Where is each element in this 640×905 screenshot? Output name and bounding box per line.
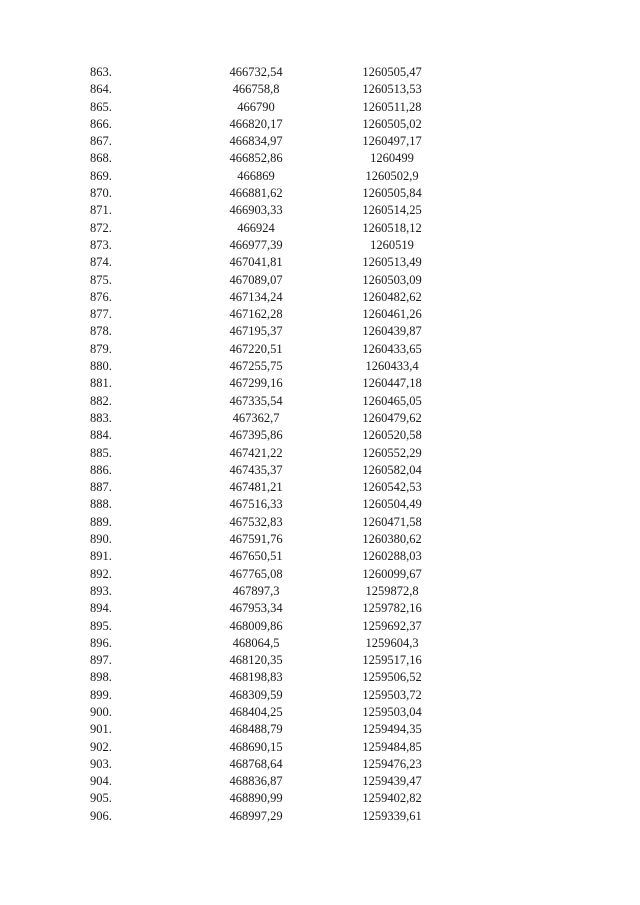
x-coordinate-cell: 467195,37 [229, 324, 283, 339]
table-row [90, 81, 462, 98]
y-coordinate-cell: 1259872,8 [365, 583, 419, 598]
point-number-cell: 875. [90, 272, 112, 287]
y-coordinate-cell: 1260479,62 [362, 410, 422, 425]
point-number-cell: 888. [90, 497, 112, 512]
table-row [90, 272, 462, 289]
point-number-cell: 891. [90, 549, 112, 564]
y-coordinate-cell: 1260514,25 [362, 203, 422, 218]
y-coordinate-cell: 1260511,28 [362, 99, 422, 114]
x-coordinate-cell: 468768,64 [229, 756, 283, 771]
table-row [90, 220, 462, 237]
table-row [90, 704, 462, 721]
table-row [90, 133, 462, 150]
y-coordinate-cell: 1260447,18 [362, 376, 422, 391]
y-coordinate-cell: 1260433,4 [365, 359, 419, 374]
x-coordinate-cell: 468120,35 [229, 653, 283, 668]
y-coordinate-cell: 1260499 [370, 151, 414, 166]
table-row [90, 427, 462, 444]
x-coordinate-cell: 467162,28 [229, 307, 283, 322]
x-coordinate-cell: 467532,83 [229, 514, 283, 529]
table-row [90, 652, 462, 669]
coordinates-table [90, 64, 462, 825]
x-coordinate-cell: 466820,17 [229, 116, 283, 131]
y-coordinate-cell: 1260471,58 [362, 514, 422, 529]
point-number-cell: 889. [90, 514, 112, 529]
x-coordinate-cell: 468009,86 [229, 618, 283, 633]
table-row [90, 635, 462, 652]
point-number-cell: 896. [90, 635, 112, 650]
point-number-cell: 867. [90, 134, 112, 149]
table-row [90, 237, 462, 254]
point-number-cell: 887. [90, 480, 112, 495]
point-number-cell: 871. [90, 203, 112, 218]
table-row [90, 479, 462, 496]
x-coordinate-cell: 467591,76 [229, 532, 283, 547]
point-number-cell: 874. [90, 255, 112, 270]
table-row [90, 548, 462, 565]
point-number-cell: 892. [90, 566, 112, 581]
point-number-cell: 866. [90, 116, 112, 131]
x-coordinate-cell: 467299,16 [229, 376, 283, 391]
y-coordinate-cell: 1260461,26 [362, 307, 422, 322]
table-row [90, 289, 462, 306]
y-coordinate-cell: 1259476,23 [362, 756, 422, 771]
y-coordinate-cell: 1259782,16 [362, 601, 422, 616]
x-coordinate-cell: 467395,86 [229, 428, 283, 443]
x-coordinate-cell: 467134,24 [229, 289, 283, 304]
point-number-cell: 898. [90, 670, 112, 685]
y-coordinate-cell: 1260380,62 [362, 532, 422, 547]
table-row [90, 64, 462, 81]
point-number-cell: 895. [90, 618, 112, 633]
table-row [90, 254, 462, 271]
x-coordinate-cell: 468198,83 [229, 670, 283, 685]
point-number-cell: 906. [90, 808, 112, 823]
y-coordinate-cell: 1259503,04 [362, 704, 422, 719]
table-row [90, 808, 462, 825]
x-coordinate-cell: 467897,3 [232, 583, 280, 598]
y-coordinate-cell: 1260497,17 [362, 134, 422, 149]
point-number-cell: 901. [90, 722, 112, 737]
y-coordinate-cell: 1260505,47 [362, 65, 422, 79]
y-coordinate-cell: 1259692,37 [362, 618, 422, 633]
point-number-cell: 870. [90, 186, 112, 201]
x-coordinate-cell: 468064,5 [232, 635, 280, 650]
table-row [90, 410, 462, 427]
point-number-cell: 864. [90, 82, 112, 97]
point-number-cell: 863. [90, 65, 112, 79]
table-row [90, 341, 462, 358]
x-coordinate-cell: 467516,33 [229, 497, 283, 512]
point-number-cell: 894. [90, 601, 112, 616]
point-number-cell: 900. [90, 704, 112, 719]
y-coordinate-cell: 1259402,82 [362, 791, 422, 806]
x-coordinate-cell: 466869 [237, 168, 275, 183]
point-number-cell: 885. [90, 445, 112, 460]
x-coordinate-cell: 467089,07 [229, 272, 283, 287]
point-number-cell: 904. [90, 774, 112, 789]
x-coordinate-cell: 467650,51 [229, 549, 283, 564]
table-row [90, 496, 462, 513]
point-number-cell: 884. [90, 428, 112, 443]
table-row [90, 116, 462, 133]
x-coordinate-cell: 467220,51 [229, 341, 283, 356]
y-coordinate-cell: 1259339,61 [362, 808, 422, 823]
table-row [90, 375, 462, 392]
x-coordinate-cell: 467421,22 [229, 445, 283, 460]
x-coordinate-cell: 468997,29 [229, 808, 283, 823]
x-coordinate-cell: 466732,54 [229, 65, 283, 79]
table-row [90, 185, 462, 202]
y-coordinate-cell: 1260513,53 [362, 82, 422, 97]
point-number-cell: 882. [90, 393, 112, 408]
x-coordinate-cell: 467435,37 [229, 462, 283, 477]
x-coordinate-cell: 466881,62 [229, 186, 283, 201]
table-row [90, 739, 462, 756]
y-coordinate-cell: 1259517,16 [362, 653, 422, 668]
point-number-cell: 903. [90, 756, 112, 771]
y-coordinate-cell: 1260505,84 [362, 186, 422, 201]
table-row [90, 721, 462, 738]
point-number-cell: 899. [90, 687, 112, 702]
x-coordinate-cell: 466852,86 [229, 151, 283, 166]
point-number-cell: 865. [90, 99, 112, 114]
point-number-cell: 879. [90, 341, 112, 356]
y-coordinate-cell: 1260099,67 [362, 566, 422, 581]
x-coordinate-cell: 468309,59 [229, 687, 283, 702]
table-row [90, 790, 462, 807]
table-row [90, 306, 462, 323]
y-coordinate-cell: 1260482,62 [362, 289, 422, 304]
y-coordinate-cell: 1260505,02 [362, 116, 422, 131]
point-number-cell: 868. [90, 151, 112, 166]
point-number-cell: 880. [90, 359, 112, 374]
y-coordinate-cell: 1260433,65 [362, 341, 422, 356]
point-number-cell: 890. [90, 532, 112, 547]
y-coordinate-cell: 1260503,09 [362, 272, 422, 287]
y-coordinate-cell: 1260465,05 [362, 393, 422, 408]
point-number-cell: 905. [90, 791, 112, 806]
table-row [90, 566, 462, 583]
y-coordinate-cell: 1259604,3 [365, 635, 419, 650]
table-row [90, 168, 462, 185]
y-coordinate-cell: 1260519 [370, 237, 414, 252]
table-row [90, 462, 462, 479]
table-row [90, 583, 462, 600]
x-coordinate-cell: 466790 [237, 99, 275, 114]
y-coordinate-cell: 1260504,49 [362, 497, 422, 512]
table-row [90, 150, 462, 167]
table-row [90, 531, 462, 548]
x-coordinate-cell: 468690,15 [229, 739, 283, 754]
table-row [90, 773, 462, 790]
table-row [90, 618, 462, 635]
x-coordinate-cell: 467481,21 [229, 480, 283, 495]
table-row [90, 756, 462, 773]
y-coordinate-cell: 1259439,47 [362, 774, 422, 789]
point-number-cell: 886. [90, 462, 112, 477]
point-number-cell: 897. [90, 653, 112, 668]
x-coordinate-cell: 466924 [237, 220, 275, 235]
table-row [90, 358, 462, 375]
y-coordinate-cell: 1259503,72 [362, 687, 422, 702]
x-coordinate-cell: 468488,79 [229, 722, 283, 737]
point-number-cell: 883. [90, 410, 112, 425]
point-number-cell: 881. [90, 376, 112, 391]
y-coordinate-cell: 1259484,85 [362, 739, 422, 754]
x-coordinate-cell: 468890,99 [229, 791, 283, 806]
y-coordinate-cell: 1260552,29 [362, 445, 422, 460]
x-coordinate-cell: 467953,34 [229, 601, 283, 616]
table-row [90, 669, 462, 686]
y-coordinate-cell: 1259506,52 [362, 670, 422, 685]
x-coordinate-cell: 467041,81 [229, 255, 283, 270]
y-coordinate-cell: 1259494,35 [362, 722, 422, 737]
y-coordinate-cell: 1260582,04 [362, 462, 422, 477]
coordinates-table-body [90, 64, 462, 825]
x-coordinate-cell: 467362,7 [232, 410, 280, 425]
table-row [90, 514, 462, 531]
x-coordinate-cell: 468836,87 [229, 774, 283, 789]
point-number-cell: 902. [90, 739, 112, 754]
y-coordinate-cell: 1260542,53 [362, 480, 422, 495]
x-coordinate-cell: 466903,33 [229, 203, 283, 218]
x-coordinate-cell: 468404,25 [229, 704, 283, 719]
y-coordinate-cell: 1260288,03 [362, 549, 422, 564]
y-coordinate-cell: 1260520,58 [362, 428, 422, 443]
y-coordinate-cell: 1260518,12 [362, 220, 422, 235]
point-number-cell: 877. [90, 307, 112, 322]
table-row [90, 445, 462, 462]
table-row [90, 393, 462, 410]
table-row [90, 600, 462, 617]
y-coordinate-cell: 1260513,49 [362, 255, 422, 270]
point-number-cell: 878. [90, 324, 112, 339]
point-number-cell: 893. [90, 583, 112, 598]
x-coordinate-cell: 466834,97 [229, 134, 283, 149]
table-row [90, 323, 462, 340]
x-coordinate-cell: 466977,39 [229, 237, 283, 252]
point-number-cell: 872. [90, 220, 112, 235]
table-row [90, 99, 462, 116]
point-number-cell: 869. [90, 168, 112, 183]
x-coordinate-cell: 467255,75 [229, 359, 283, 374]
table-row [90, 687, 462, 704]
y-coordinate-cell: 1260439,87 [362, 324, 422, 339]
table-row [90, 202, 462, 219]
x-coordinate-cell: 466758,8 [232, 82, 280, 97]
point-number-cell: 876. [90, 289, 112, 304]
point-number-cell: 873. [90, 237, 112, 252]
y-coordinate-cell: 1260502,9 [365, 168, 419, 183]
x-coordinate-cell: 467335,54 [229, 393, 283, 408]
x-coordinate-cell: 467765,08 [229, 566, 283, 581]
